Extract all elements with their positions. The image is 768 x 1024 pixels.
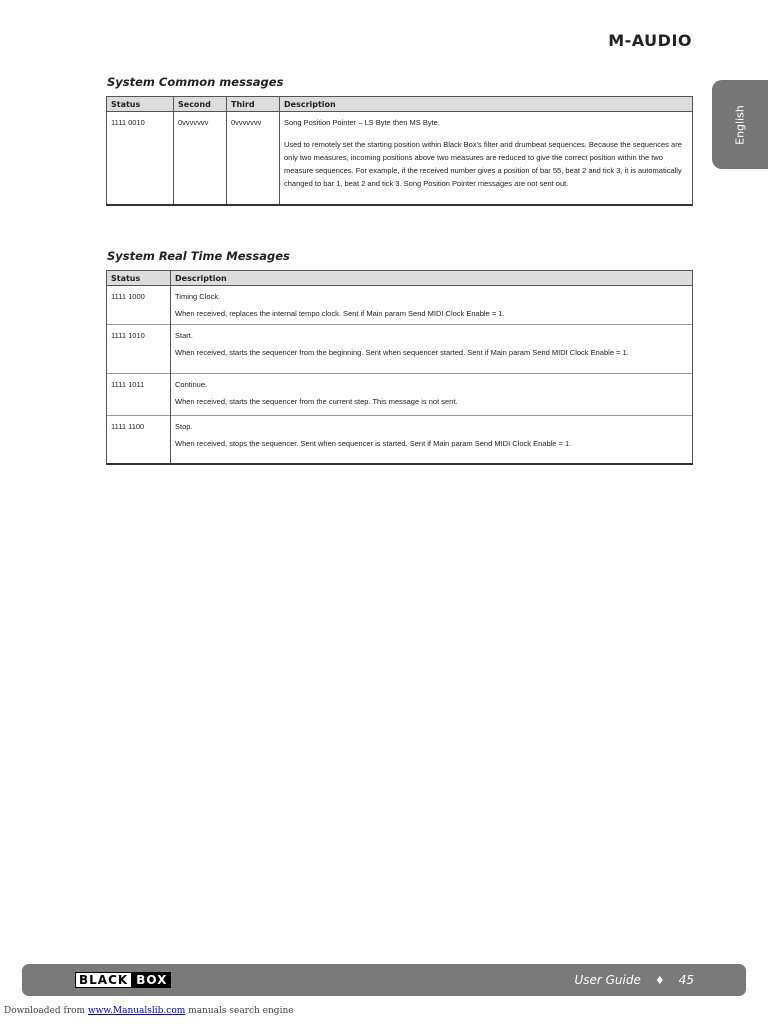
- status-cell: 1111 1000: [107, 286, 171, 325]
- column-header: Second: [174, 97, 227, 112]
- table-row: [107, 374, 693, 416]
- description-title: Timing Clock.: [175, 292, 221, 301]
- table-header-row: [107, 97, 693, 112]
- status-cell: 1111 1100: [107, 416, 171, 464]
- description-text: When received, stops the sequencer. Sent when sequencer is started. Sent if Main param Send MIDI Clock Enable = 1.: [175, 439, 572, 448]
- status-cell: 1111 1011: [107, 374, 171, 416]
- description-text: When received, starts the sequencer from the current step. This message is not sent.: [175, 397, 458, 406]
- description-cell: [171, 325, 693, 374]
- diamond-icon: ♦: [654, 974, 665, 987]
- column-header: Third: [227, 97, 280, 112]
- table-row: [107, 112, 693, 206]
- description-cell: [171, 416, 693, 464]
- logo-box-text: BOX: [132, 972, 171, 988]
- page-number: 45: [678, 973, 694, 987]
- column-header: Status: [107, 271, 171, 286]
- description-cell: [280, 112, 693, 206]
- system-realtime-table: [106, 270, 693, 465]
- status-cell: 1111 1010: [107, 325, 171, 374]
- third-cell: 0vvvvvvv: [227, 112, 280, 206]
- second-cell: 0vvvvvvv: [174, 112, 227, 206]
- m-audio-logo: M-AUDIO: [608, 31, 692, 50]
- column-header: Description: [171, 271, 693, 286]
- description-title: Stop.: [175, 422, 193, 431]
- system-common-title: System Common messages: [107, 75, 284, 89]
- status-cell: 1111 0010: [107, 112, 174, 206]
- black-box-logo: [75, 972, 171, 987]
- footer-bar: [22, 964, 746, 996]
- system-realtime-title: System Real Time Messages: [107, 249, 290, 263]
- logo-black-text: BLACK: [75, 972, 132, 988]
- description-text: When received, replaces the internal tempo clock. Sent if Main param Send MIDI Clock Enable = 1.: [175, 309, 505, 318]
- download-notice: [4, 1006, 294, 1016]
- description-paragraph: Used to remotely set the starting position within Black Box's filter and drumbeat sequences. Because the sequences are only two measures, incoming positions above two measures are reduced to give the correct position within the two measure sequences. For example, if the received number gives a position of bar 55, beat 2 and tick 3, it is automatically changed to bar 1, beat 2 and tick 3. Song Position Pointer messages are not sent out.: [284, 140, 682, 188]
- footer-page-info: [574, 973, 694, 987]
- language-tab: [712, 80, 768, 169]
- manualslib-link[interactable]: www.Manualslib.com: [87, 1006, 186, 1016]
- table-row: [107, 325, 693, 374]
- description-text: When received, starts the sequencer from the beginning. Sent when sequencer started. Sent if Main param Send MIDI Clock Enable = 1.: [175, 348, 629, 357]
- system-common-table: [106, 96, 693, 206]
- language-tab-label: English: [733, 104, 747, 145]
- description-title: Start.: [175, 331, 193, 340]
- download-prefix: Downloaded from: [4, 1006, 86, 1016]
- description-cell: [171, 286, 693, 325]
- table-header-row: [107, 271, 693, 286]
- table-row: [107, 416, 693, 464]
- description-line: Song Position Pointer – LS Byte then MS Byte.: [284, 118, 440, 127]
- column-header: Status: [107, 97, 174, 112]
- guide-label: User Guide: [574, 973, 641, 987]
- download-suffix: manuals search engine: [188, 1006, 294, 1016]
- table-row: [107, 286, 693, 325]
- description-cell: [171, 374, 693, 416]
- column-header: Description: [280, 97, 693, 112]
- description-title: Continue.: [175, 380, 208, 389]
